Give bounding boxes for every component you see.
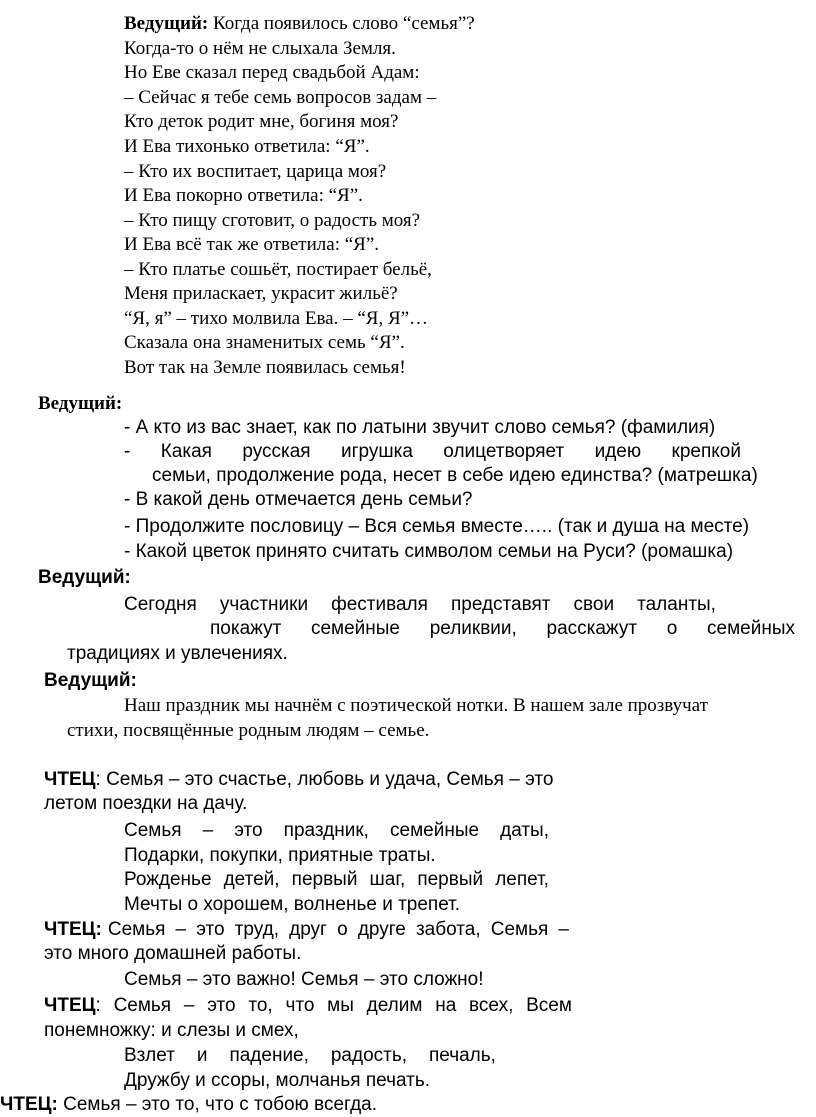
word: Семья <box>107 919 166 940</box>
word: Всем <box>526 995 572 1016</box>
reader-1-cont: летом поездки на дачу. <box>44 793 248 814</box>
reader-3-line: ЧТЕЦ : Семья – это то, что мы делим на всех, Всем <box>44 995 572 1016</box>
word: друг <box>289 919 327 940</box>
poem-line: Сказала она знаменитых семь “Я”. <box>124 332 405 353</box>
festival-line-1 <box>124 593 716 617</box>
word: Семья <box>113 995 172 1016</box>
stanza1-line-3 <box>124 868 549 892</box>
quiz-question-5: - Какой цветок принято считать символом семьи на Руси? (ромашка) <box>124 541 734 562</box>
word: на <box>435 995 457 1016</box>
word: это <box>196 919 225 940</box>
poem-line: Меня приласкает, украсит жильё? <box>124 283 398 304</box>
poem-line: Кто деток родит мне, богиня моя? <box>124 111 399 132</box>
word: таланты, <box>637 594 716 615</box>
poem-line: – Кто платье сошьёт, постирает бельё, <box>124 259 432 280</box>
festival-line-2 <box>210 617 795 641</box>
word: Семья <box>490 919 549 940</box>
stanza1-line-2: Подарки, покупки, приятные траты. <box>124 845 436 866</box>
stanza1-line-1 <box>124 819 549 843</box>
word: радость, <box>330 1045 408 1066</box>
word: шаг, <box>369 869 406 890</box>
word: Рожденье <box>124 869 212 890</box>
reader-2-cont: это много домашней работы. <box>44 943 302 964</box>
poetry-speaker: Ведущий: <box>44 670 137 691</box>
word: это <box>207 995 236 1016</box>
word: русская <box>242 441 311 462</box>
poetry-line-2: стихи, посвящённые родным людям – семье. <box>67 720 430 741</box>
poem-line: – Кто пищу сготовит, о радость моя? <box>124 210 421 231</box>
poem-line: И Ева тихонько ответила: “Я”. <box>124 136 370 157</box>
word: : <box>95 995 101 1016</box>
word: свои <box>573 594 615 615</box>
poem-line: – Кто их воспитает, царица моя? <box>124 161 387 182</box>
poem-line: – Сейчас я тебе семь вопросов задам – <box>124 87 437 108</box>
word: – <box>558 919 569 940</box>
reader-2-line-2: Семья – это важно! Семья – это сложно! <box>124 969 484 990</box>
word: игрушка <box>340 441 413 462</box>
poem-line: Но Еве сказал перед свадьбой Адам: <box>124 62 420 83</box>
word: всех, <box>469 995 514 1016</box>
poem-line: И Ева покорно ответила: “Я”. <box>124 185 363 206</box>
word: семейные <box>390 820 480 841</box>
word: друге <box>357 919 406 940</box>
word: и <box>196 1045 208 1066</box>
poem-line: Когда-то о нём не слыхала Земля. <box>124 38 396 59</box>
poetry-line-1: Наш праздник мы начнём с поэтической нотки. В нашем зале прозвучат <box>124 695 708 716</box>
word: семейных <box>707 618 795 639</box>
word: первый <box>417 869 484 890</box>
festival-speaker: Ведущий: <box>38 567 131 588</box>
word: Семья <box>124 820 182 841</box>
word: забота, <box>415 919 481 940</box>
word: Сегодня <box>124 594 197 615</box>
word: – <box>175 919 187 940</box>
quiz-question-2-cont: семьи, продолжение рода, несет в себе идею единства? (матрешка) <box>152 465 758 486</box>
word: расскажут <box>546 618 638 639</box>
word: труд, <box>234 919 279 940</box>
word: – <box>183 995 195 1016</box>
word: покажут <box>210 618 282 639</box>
quiz-question-1: - А кто из вас знает, как по латыни звучит слово семья? (фамилия) <box>124 417 716 438</box>
stanza2-line-2: Дружбу и ссоры, молчанья печать. <box>124 1070 431 1091</box>
reader-label: ЧТЕЦ <box>44 769 96 790</box>
word: Взлет <box>124 1045 175 1066</box>
reader-2-line: ЧТЕЦ: Семья – это труд, друг о друге забота, Семья – <box>44 919 569 940</box>
speaker-label: Ведущий: <box>124 13 209 34</box>
reader-1-line: ЧТЕЦ: Семья – это счастье, любовь и удача, Семья – это <box>44 769 554 790</box>
word: даты, <box>500 820 549 841</box>
quiz-question-3: - В какой день отмечается день семьи? <box>124 489 473 510</box>
word: Какая <box>160 441 212 462</box>
word: что <box>285 995 315 1016</box>
word: олицетворяет <box>443 441 565 462</box>
word: представят <box>450 594 551 615</box>
poem-line: Вот так на Земле появилась семья! <box>124 357 406 378</box>
quiz-question-4: - Продолжите пословицу – Вся семья вместе….. (так и душа на месте) <box>124 516 750 537</box>
festival-line-3: традициях и увлечениях. <box>67 643 288 664</box>
word: праздник, <box>283 820 369 841</box>
quiz-speaker: Ведущий: <box>38 393 123 414</box>
word: лепет, <box>495 869 549 890</box>
word: – <box>202 820 214 841</box>
word: семейные <box>310 618 400 639</box>
reader-4-line: ЧТЕЦ: Семья – это то, что с тобою всегда. <box>0 1094 378 1115</box>
word: мы <box>327 995 354 1016</box>
stanza2-line-1 <box>124 1044 496 1068</box>
quiz-question-2 <box>124 440 741 464</box>
word: детей, <box>223 869 280 890</box>
stanza1-line-4: Мечты о хорошем, волненье и трепет. <box>124 894 461 915</box>
word: идею <box>594 441 642 462</box>
poem-line: “Я, я” – тихо молвила Ева. – “Я, Я”… <box>124 308 429 329</box>
word: это <box>234 820 263 841</box>
word: то, <box>248 995 273 1016</box>
poem-text: Когда появилось слово “семья”? <box>212 13 475 34</box>
poem1-first-line <box>124 12 475 36</box>
word: делим <box>366 995 423 1016</box>
word: падение, <box>229 1045 309 1066</box>
word: - <box>124 441 131 462</box>
reader-3-cont: понемножку: и слезы и смех, <box>44 1020 299 1041</box>
word: первый <box>291 869 358 890</box>
word: участники <box>219 594 309 615</box>
word: крепкой <box>671 441 741 462</box>
word: о <box>666 618 678 639</box>
word: печаль, <box>428 1045 496 1066</box>
word: фестиваля <box>331 594 428 615</box>
word: о <box>337 919 348 940</box>
word: реликвии, <box>429 618 517 639</box>
poem-line: И Ева всё так же ответила: “Я”. <box>124 234 380 255</box>
